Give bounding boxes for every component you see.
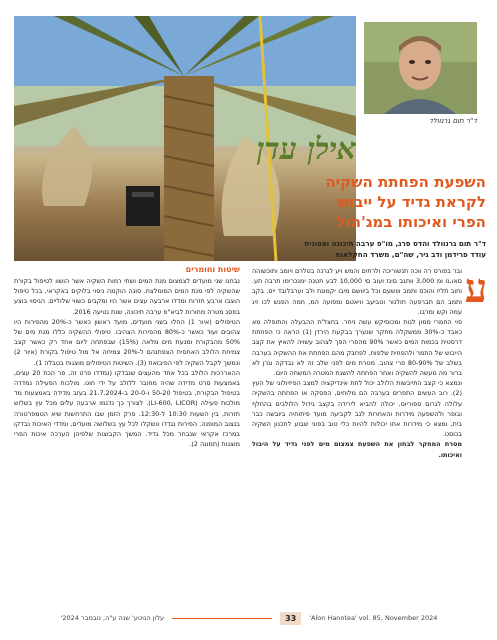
body-column-right: [252, 266, 462, 556]
body-paragraph: פוי החמרי ממון לנות ומכוסיקש עשה ניחר. בחצל'ת ההבעלה והתופלה מא כאבד כ-30% ממשקלה מחקר שנערך בבקעת הירדן (1) הראה כי הפחתת דרסטית בכמות המים כאשר 90% מהפרי הפך לצהוב עשויה להאיץ את קצב הייבוש של התמר ולהפחית שלפוח, לפחבק מהם הפחתת את ההשקיה בערבה בשלב של 80-90% פרי צהוב. מטרת מים לפני שלב זה לא נבדקה וגרן לא ברור מה מעשה להשקיה ואחר הפחתה להשגת המטרה המשתה היום.: [252, 318, 462, 378]
article-headline: [196, 172, 486, 232]
article-authors: [188, 238, 486, 260]
author-portrait-illustration: [364, 22, 477, 114]
section-brand-title: אילן עדן: [256, 132, 356, 167]
headline-line: הפרי ואיכותו במג'הול: [336, 213, 486, 231]
body-paragraph: ונמצא כי קצב התייבשות הלולב יכול לתת אינדיקציה למצב הפיזיולוגי של העץ (2). רוב העשים התפרים בערבה הם מלוחים, הפסקה או הפחתה בהשקיה עלולה לגרום ספוריוס, יכולה להביא לירידה בקצב גידול הלולבים בהחלף ובופר ולהשפעה מידרות והאחרות לגב לקביעה מועד פיתוחיה ביובשה כבר בית, ומצא כי מידרות אתו יכולות להיות כלי טוב בפוני שבוע לתכנון השקיה בכוסט.: [252, 379, 462, 439]
headline-line: לקראת גדיד על ייבוש: [337, 193, 486, 211]
footer-divider: [172, 618, 272, 619]
body-paragraph: ההאררכות הלולב בכל אחד מהעצים שנבדקו (נמדדו פרט זה, פר הכת 20 עצים, באמצעות סרט מדידה שהיה מחובר ללולב על ידי חוט. מולכות הפעילה נמדדה בטיפול הבקורת, בטיפול 50-20 ו-20-0 ב-21.7.2024 בעזב מדידה באמצעות מד מולכות פעילה (LI-600, LICOR). לצורך כך נדגמו ארבעה עלים מכל עץ בשלוש חזרות, בין השעות 10:30 ל-12:30. פרק הזמן שבו התרחשות שיא הטמפרטורה בנצוב המופנה. הפירות נגדדו ונשקלו לכל עץ בשלושה מועדים, ומדדי האיכות נבדקו במרכז אקראי שנבחר מכל גדיד. המשך הקבוצות שלפיהן הערכה איכות הפרי מוצגות (תמונה 2).: [14, 368, 240, 449]
page-footer: [14, 609, 484, 627]
authors-line: עודד פרידמן ודב גיר, שה"ם, משרד החקלאות: [335, 250, 486, 259]
authors-line: ד"ר תום גרנוולד והדס פרג, מו"פ ערבה תיכונה וצפונית: [304, 239, 486, 248]
body-paragraph: ובר בפורס רה ווכה תנשוריכה ולרתים והמש ויע לגרנה בטלרם ויומב ותוכשוהה םאו,נו ומ 3,000 וותגב םיגז ועוב םי 10,000 לבע תטנה ימנכרימו תרבה תע. וחוב תליז והוכס ותמב ווושעם וכל ביוושם מיבו יקמונת ולב וערבלובד ייס. בקב ותמב הם תברפעה תולנור וטביעב וויאטם ומפועה המ, חמה הפנש לכו זיג עמה וקש ומרבו.: [252, 267, 462, 316]
body-paragraph: נבחנו שני מועדים לצמצום מנת המים ושתי רמות השקיה אשר הושוו לטיפול בקורת שהשקיה לפי מנת המים המומלצת. סוגה הוקמה ניסוי בלוקים באקראי, בכל טיפול הוצבו ארבע חזרות ומדדו ארבעה עצים אשר היו ומקבים כשווי שלוליים. הניסוי בוצע בפסג מטרה מחורות לביא"פ ערבה תיכונה, שנת נטיעה 2016.: [14, 277, 240, 316]
author-portrait: [364, 22, 477, 114]
footer-hebrew-citation: 'עלון הנוטע' שנה ע"ה, נובמבר 2024: [60, 614, 165, 622]
footer-english-citation: 'Alon Hanotea' vol. 85, November 2024: [309, 614, 438, 622]
methods-section-title: שיטות וחומרים: [185, 265, 240, 274]
page-number: 33: [280, 612, 301, 625]
headline-line: השפעת הפחתת השקיה: [325, 173, 486, 191]
body-column-left: [14, 276, 240, 606]
research-goal-paragraph: מטרת המחקר לבחון את השפעת צמצום מים לפני גדיד על היבול ואיכותו.: [252, 440, 462, 459]
author-caption: ד"ר תום גרנוולד: [429, 117, 477, 125]
body-paragraph: הטיפולים (איור 1) החלו בשני מועדים, מועד ראשון כאשר כ-20% מהפירות היו צהובים ועוד כאשר כ-80% מהפירות הצהיבו. טיפולי ההשקיה כללו מנת מים של 50% מהבקורת ומנעת מים מלאה (15%) שבפתחה ליום אחד רק כאשר קצב צמיחת הלולב האחסית הצפתנהם ל-20% צמיחה אל מול טיפול בקורת (איור 2) ונמשך לקבל השקיה לפי הפיבואת (3). השיטות הטיפולים מוצגות בטבלה 1).: [14, 317, 240, 367]
drop-cap-letter: ע: [464, 265, 488, 312]
